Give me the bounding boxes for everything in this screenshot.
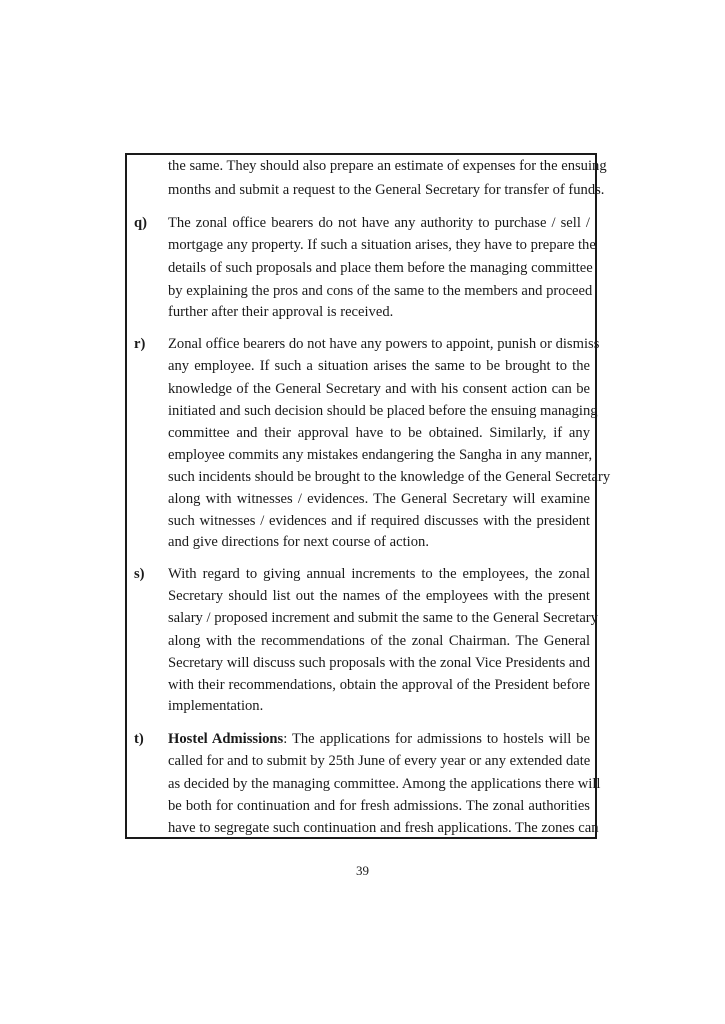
item-marker-t: t): [134, 731, 144, 747]
r-line-2: any employee. If such a situation arises the same to be brought to the: [168, 358, 590, 374]
item-marker-q: q): [134, 215, 147, 231]
s-line-4: along with the recommendations of the zonal Chairman. The General: [168, 633, 590, 649]
item-marker-s: s): [134, 566, 145, 582]
page-number: 39: [356, 863, 369, 878]
s-line-7: implementation.: [168, 698, 264, 714]
t-line-1: [168, 730, 590, 748]
t-line-5: have to segregate such continuation and fresh applications. The zones can: [168, 820, 599, 836]
item-marker-r: r): [134, 336, 146, 352]
intro-line-2: months and submit a request to the General Secretary for transfer of funds.: [168, 182, 605, 198]
r-line-10: and give directions for next course of action.: [168, 534, 429, 550]
q-line-2: mortgage any property. If such a situation arises, they have to prepare the: [168, 237, 596, 253]
s-line-5: Secretary will discuss such proposals with the zonal Vice Presidents and: [168, 655, 590, 671]
t-line-1-text: : The applications for admissions to hostels will be: [283, 731, 591, 747]
q-line-3: details of such proposals and place them before the managing committee: [168, 260, 593, 276]
r-line-3: knowledge of the General Secretary and with his consent action can be: [168, 381, 590, 397]
t-line-2: called for and to submit by 25th June of every year or any extended date: [168, 753, 591, 769]
r-line-4: initiated and such decision should be placed before the ensuing managing: [168, 403, 598, 419]
intro-line-1: the same. They should also prepare an estimate of expenses for the ensuing: [168, 158, 607, 174]
hostel-admissions-heading: Hostel Admissions: [168, 731, 284, 747]
q-line-4: by explaining the pros and cons of the same to the members and proceed: [168, 283, 593, 299]
q-line-1: The zonal office bearers do not have any authority to purchase / sell /: [168, 215, 590, 231]
r-line-7: such incidents should be brought to the knowledge of the General Secretary: [168, 469, 611, 485]
q-line-5: further after their approval is received.: [168, 304, 394, 320]
t-line-3: as decided by the managing committee. Among the applications there will: [168, 776, 601, 792]
s-line-6: with their recommendations, obtain the approval of the President before: [168, 677, 590, 693]
r-line-5: committee and their approval have to be obtained. Similarly, if any: [168, 425, 590, 441]
r-line-1: Zonal office bearers do not have any powers to appoint, punish or dismiss: [168, 336, 600, 352]
s-line-2: Secretary should list out the names of the employees with the present: [168, 588, 590, 604]
r-line-6: employee commits any mistakes endangering the Sangha in any manner,: [168, 447, 593, 463]
t-line-4: be both for continuation and for fresh admissions. The zonal authorities: [168, 798, 590, 814]
s-line-3: salary / proposed increment and submit the same to the General Secretary: [168, 610, 598, 626]
r-line-8: along with witnesses / evidences. The General Secretary will examine: [168, 491, 590, 507]
s-line-1: With regard to giving annual increments to the employees, the zonal: [168, 566, 590, 582]
r-line-9: such witnesses / evidences and if required discusses with the president: [168, 513, 590, 529]
